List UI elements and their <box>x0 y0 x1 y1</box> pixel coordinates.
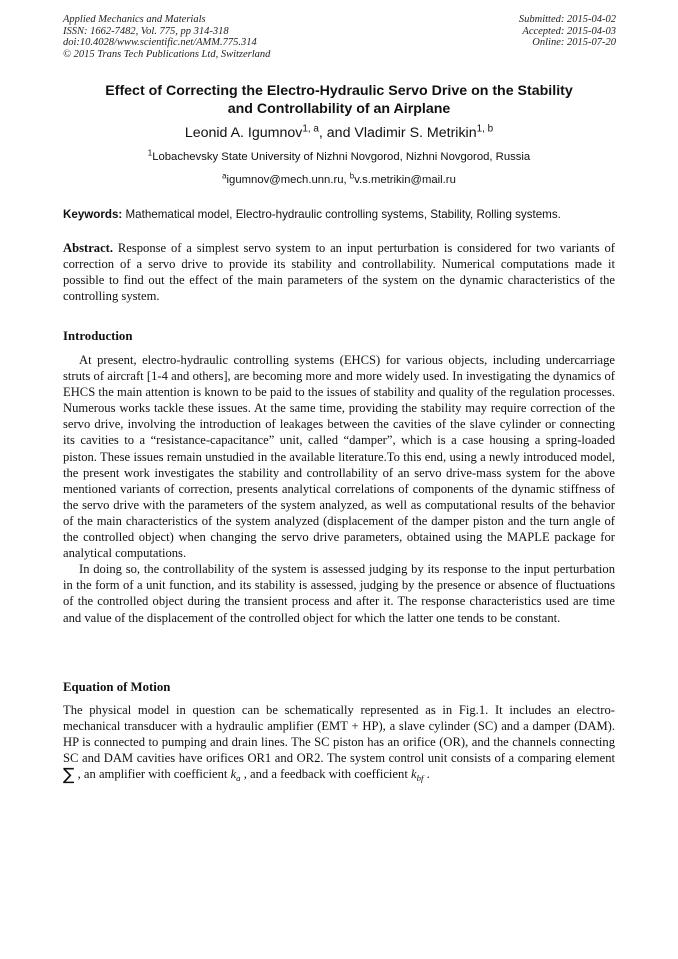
coefficient-kbf <box>410 767 424 784</box>
accepted-date: Accepted: 2015-04-03 <box>522 25 616 37</box>
author-separator: , and <box>318 125 355 141</box>
equation-of-motion-body <box>63 702 615 786</box>
abstract <box>63 240 615 304</box>
email-b-mark: b <box>349 171 355 181</box>
journal-copyright: © 2015 Trans Tech Publications Ltd, Switzerland <box>63 48 271 60</box>
abstract-text: Response of a simplest servo system to an input perturbation is considered for two variants of correction of a servo drive to provide its stability and controllability. Numerical computations made it possible to find out the effect of the main parameters of the system on the dynamic characteristics of the controlling system. <box>63 241 615 304</box>
affiliation-number: 1 <box>147 148 153 158</box>
online-date: Online: 2015-07-20 <box>532 37 616 48</box>
eom-text-d: . <box>423 767 430 782</box>
keywords-text: Mathematical model, Electro-hydraulic controlling systems, Stability, Rolling systems. <box>122 208 561 221</box>
paper-title <box>40 82 638 118</box>
email-a: igumnov@mech.unn.ru <box>226 174 344 186</box>
introduction-body <box>63 352 615 626</box>
title-line-2: and Controllability of an Airplane <box>227 101 451 117</box>
keywords-label: Keywords: <box>63 208 123 221</box>
coefficient-ka <box>230 767 241 784</box>
equation-of-motion-paragraph <box>63 702 615 786</box>
author-1-affil: 1, a <box>302 123 319 135</box>
eom-text-b: , an amplifier with coefficient <box>74 767 231 782</box>
affiliation <box>40 150 638 164</box>
kbf-subscript: bf <box>416 773 424 784</box>
equation-of-motion-heading: Equation of Motion <box>63 680 171 694</box>
journal-issn: ISSN: 1662-7482, Vol. 775, pp 314-318 <box>63 25 229 37</box>
abstract-label: Abstract. <box>63 241 114 255</box>
eom-text-a: The physical model in question can be schematically represented as in Fig.1. It includes an electro-mechanical transducer with a hydraulic amplifier (EMT + HP), a slave cylinder (SC) and a damper (DAM). HP is connected to pumping and drain lines. The SC piston has an orifice (OR), and the channels connecting SC and DAM cavities have orifices OR1 and OR2. The system control unit consists of a comparing element <box>63 703 615 766</box>
introduction-paragraph-1: At present, electro-hydraulic controlling systems (EHCS) for various objects, including undercarriage struts of aircraft [1-4 and others], are becoming more and more widely used. In investigating the dynamics of EHCS the main attention is known to be paid to the issues of stability and quality of the regulation processes. Numerous works tackle these issues. At the same time, providing the stability may require correction of the servo drive, involving the introduction of leakages between the cavities of the slave cylinder or connecting its cavities to a “resistance-capacitance” unit, called “damper”, which is a case housing a spring-loaded piston. These issues remain unstudied in the available literature.To this end, using a newly introduced model, the present work investigates the stability and controllability of an servo drive-mass system for the above mentioned variants of correction, presents analytical correlations of components of the dynamic stiffness of the servo drive with the parameters of the system analyzed, as well as computational results of the behavior of the main characteristics of the system analyzed (displacement of the damper piston and the turn angle of the controlled object) when changing the servo drive parameters, obtained using the MAPLE package for analytical computations. <box>63 353 615 561</box>
dates-header <box>519 14 616 49</box>
author-2-affil: 1, b <box>476 123 494 135</box>
introduction-heading: Introduction <box>63 329 133 343</box>
ka-subscript: a <box>236 773 241 784</box>
email-b: v.s.metrikin@mail.ru <box>354 174 456 186</box>
journal-name: Applied Mechanics and Materials <box>63 14 206 25</box>
email-a-mark: a <box>222 171 227 181</box>
submitted-date: Submitted: 2015-04-02 <box>518 14 616 25</box>
eom-text-c: , and a feedback with coefficient <box>240 767 411 782</box>
author-1: Leonid A. Igumnov <box>184 125 303 141</box>
title-line-1: Effect of Correcting the Electro-Hydraulic Servo Drive on the Stability <box>105 83 573 99</box>
email-separator: , <box>343 174 350 186</box>
kbf-base: k <box>410 767 417 782</box>
journal-header <box>63 14 270 60</box>
keywords <box>63 208 615 222</box>
emails <box>40 173 638 187</box>
affiliation-text: Lobachevsky State University of Nizhni Novgorod, Nizhni Novgorod, Russia <box>152 151 531 163</box>
sum-symbol: ∑ <box>63 765 75 786</box>
authors <box>40 124 638 142</box>
journal-doi: doi:10.4028/www.scientific.net/AMM.775.314 <box>63 37 257 48</box>
introduction-paragraph-2: In doing so, the controllability of the system is assessed judging by its response to the input perturbation in the form of a unit function, and its stability is assessed, judging by the presence or absence of fluctuations of the controlled object during the transient process and after it. The response characteristics used are time and value of the displacement of the controlled object for which the latter one tends to be constant. <box>63 562 615 625</box>
author-2: Vladimir S. Metrikin <box>354 125 477 141</box>
ka-base: k <box>230 767 237 782</box>
